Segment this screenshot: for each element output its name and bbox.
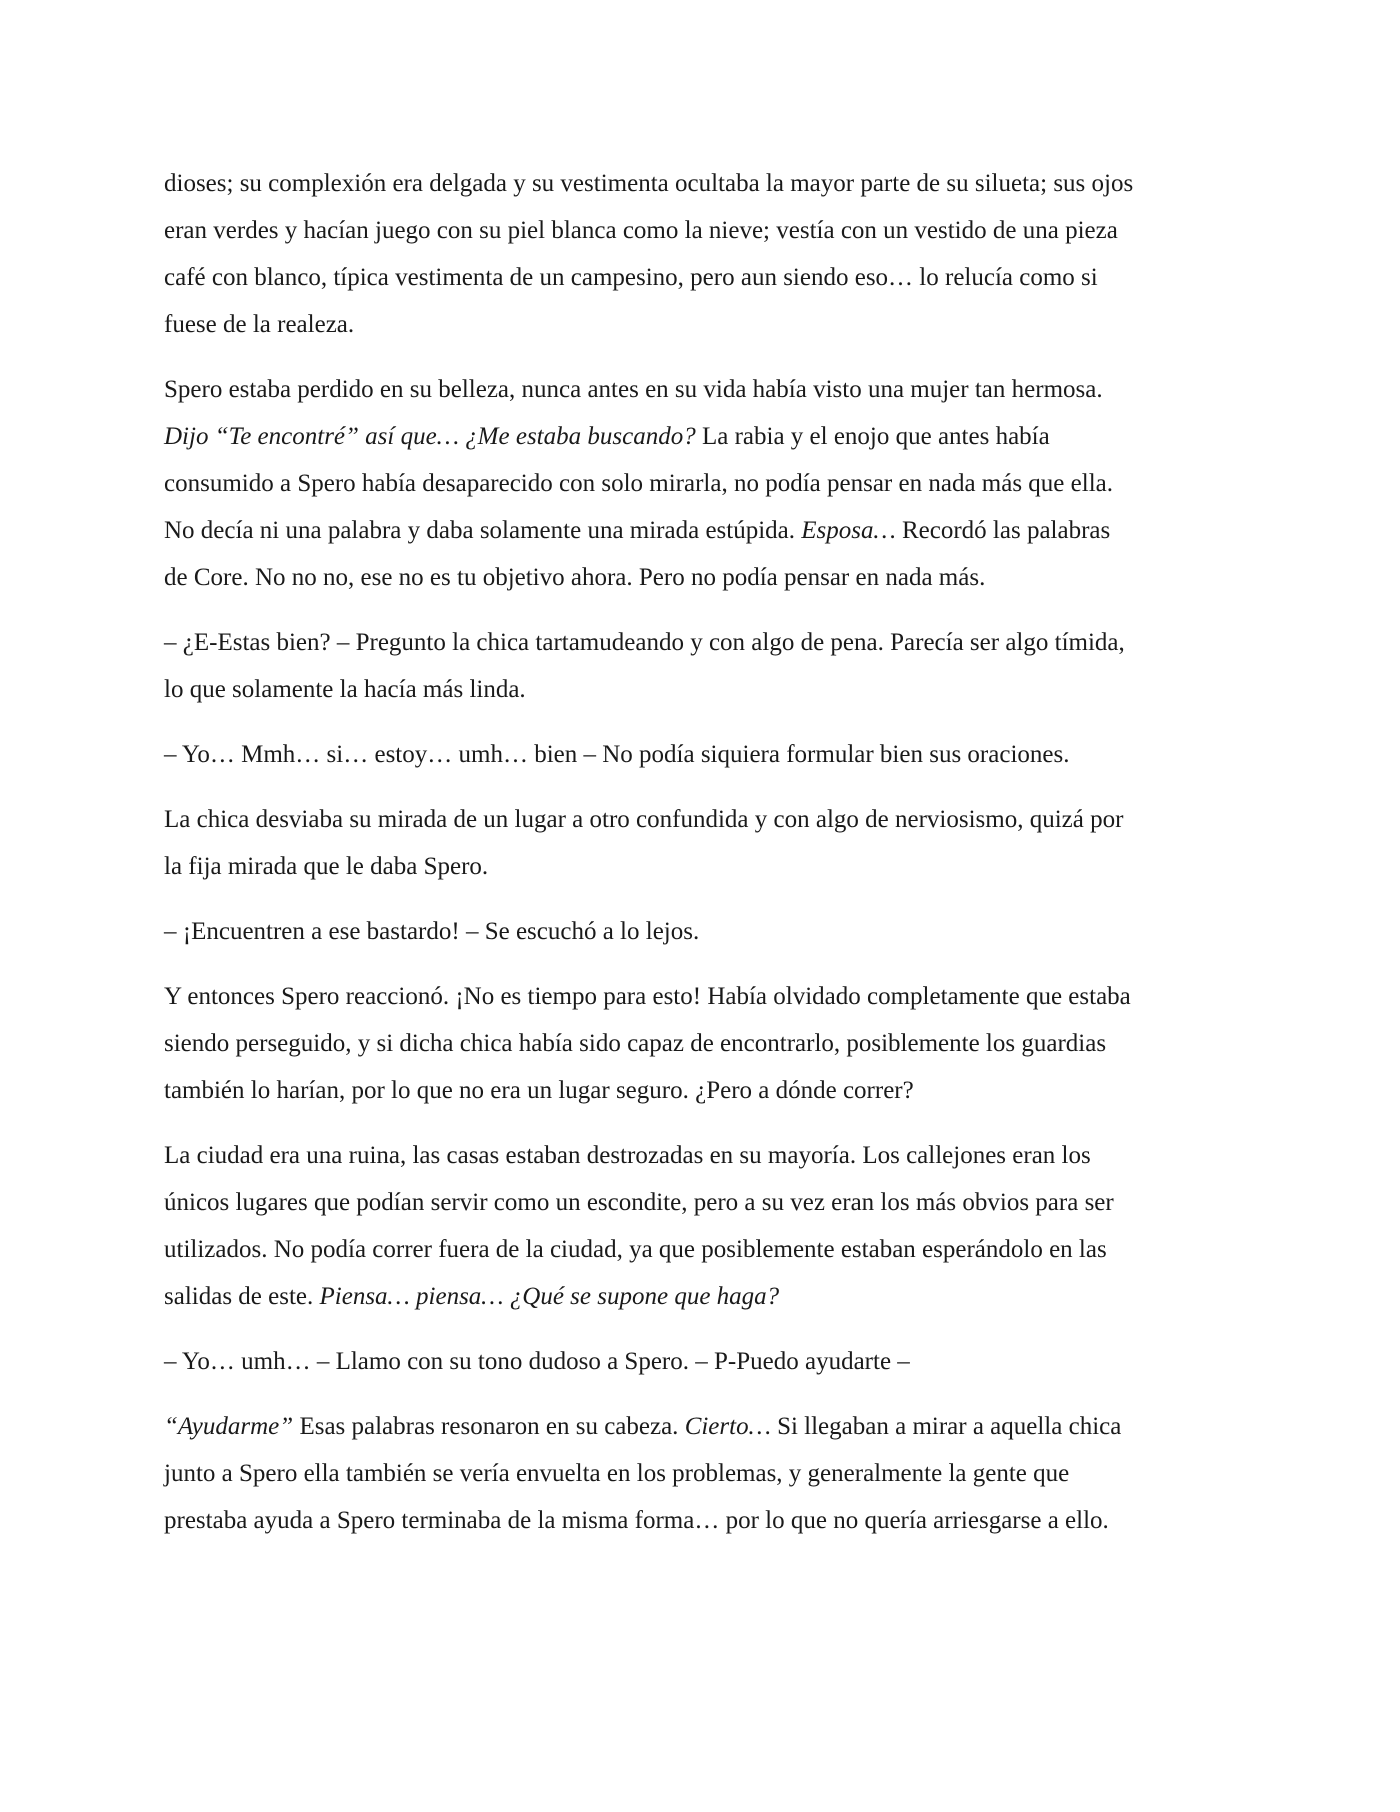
paragraph bbox=[164, 1132, 1242, 1320]
text-run: de Core. No no no, ese no es tu objetivo ahora. Pero no podía pensar en nada más. bbox=[164, 564, 986, 591]
text-run: también lo harían, por lo que no era un lugar seguro. ¿Pero a dónde correr? bbox=[164, 1077, 914, 1104]
paragraph bbox=[164, 1403, 1242, 1544]
italic-text: Piensa… piensa… ¿Qué se supone que haga? bbox=[319, 1283, 780, 1310]
paragraph bbox=[164, 160, 1242, 348]
italic-text: Cierto… bbox=[684, 1413, 771, 1440]
text-run: Esas palabras resonaron en su cabeza. bbox=[293, 1413, 685, 1440]
text-run: Y entonces Spero reaccionó. ¡No es tiempo para esto! Había olvidado completamente que estaba bbox=[164, 983, 1131, 1010]
text-line bbox=[164, 1020, 1242, 1067]
text-line bbox=[164, 301, 1242, 348]
paragraph bbox=[164, 973, 1242, 1114]
paragraph bbox=[164, 1338, 1242, 1385]
text-line bbox=[164, 413, 1242, 460]
text-line bbox=[164, 1067, 1242, 1114]
text-line bbox=[164, 1403, 1242, 1450]
text-run: – Yo… umh… – Llamo con su tono dudoso a Spero. – P-Puedo ayudarte – bbox=[164, 1348, 910, 1375]
paragraph bbox=[164, 908, 1242, 955]
text-run: la fija mirada que le daba Spero. bbox=[164, 853, 489, 880]
text-line bbox=[164, 1273, 1242, 1320]
text-run: Si llegaban a mirar a aquella chica bbox=[770, 1413, 1122, 1440]
text-run: La chica desviaba su mirada de un lugar a otro confundida y con algo de nerviosismo, quizá por bbox=[164, 806, 1124, 833]
text-run: fuese de la realeza. bbox=[164, 311, 355, 338]
text-line bbox=[164, 1497, 1242, 1544]
text-line bbox=[164, 843, 1242, 890]
text-run: salidas de este. bbox=[164, 1283, 320, 1310]
text-line bbox=[164, 1338, 1242, 1385]
text-line bbox=[164, 1179, 1242, 1226]
text-line bbox=[164, 207, 1242, 254]
text-run: utilizados. No podía correr fuera de la ciudad, ya que posiblemente estaban esperándolo en las bbox=[164, 1236, 1107, 1263]
text-run: Spero estaba perdido en su belleza, nunca antes en su vida había visto una mujer tan hermosa. bbox=[164, 376, 1103, 403]
text-line bbox=[164, 507, 1242, 554]
paragraph bbox=[164, 619, 1242, 713]
text-run: junto a Spero ella también se vería envuelta en los problemas, y generalmente la gente que bbox=[164, 1460, 1070, 1487]
text-line bbox=[164, 554, 1242, 601]
text-run: dioses; su complexión era delgada y su vestimenta ocultaba la mayor parte de su silueta; sus ojos bbox=[164, 170, 1134, 197]
text-run: eran verdes y hacían juego con su piel blanca como la nieve; vestía con un vestido de una pieza bbox=[164, 217, 1118, 244]
text-line bbox=[164, 1226, 1242, 1273]
text-run: consumido a Spero había desaparecido con solo mirarla, no podía pensar en nada más que ella. bbox=[164, 470, 1113, 497]
text-line bbox=[164, 1450, 1242, 1497]
italic-text: “Ayudarme” bbox=[164, 1413, 294, 1440]
document-page bbox=[164, 160, 1242, 1562]
text-run: No decía ni una palabra y daba solamente una mirada estúpida. bbox=[164, 517, 802, 544]
italic-text: Dijo “Te encontré” así que… ¿Me estaba buscando? bbox=[164, 423, 696, 450]
text-line bbox=[164, 160, 1242, 207]
text-run: lo que solamente la hacía más linda. bbox=[164, 676, 526, 703]
text-run: – Yo… Mmh… si… estoy… umh… bien – No podía siquiera formular bien sus oraciones. bbox=[164, 741, 1070, 768]
text-line bbox=[164, 908, 1242, 955]
paragraph bbox=[164, 731, 1242, 778]
text-line bbox=[164, 796, 1242, 843]
text-run: prestaba ayuda a Spero terminaba de la misma forma… por lo que no quería arriesgarse a ello. bbox=[164, 1507, 1109, 1534]
text-run: La ciudad era una ruina, las casas estaban destrozadas en su mayoría. Los callejones eran los bbox=[164, 1142, 1091, 1169]
text-line bbox=[164, 666, 1242, 713]
text-run: – ¿E-Estas bien? – Pregunto la chica tartamudeando y con algo de pena. Parecía ser algo tímida, bbox=[164, 629, 1125, 656]
text-run: La rabia y el enojo que antes había bbox=[695, 423, 1050, 450]
text-run: Recordó las palabras bbox=[895, 517, 1111, 544]
text-run: únicos lugares que podían servir como un escondite, pero a su vez eran los más obvios para ser bbox=[164, 1189, 1114, 1216]
text-line bbox=[164, 731, 1242, 778]
text-run: siendo perseguido, y si dicha chica había sido capaz de encontrarlo, posiblemente los guardias bbox=[164, 1030, 1107, 1057]
paragraph bbox=[164, 366, 1242, 601]
text-line bbox=[164, 366, 1242, 413]
text-line bbox=[164, 254, 1242, 301]
text-run: café con blanco, típica vestimenta de un campesino, pero aun siendo eso… lo relucía como si bbox=[164, 264, 1098, 291]
text-line bbox=[164, 460, 1242, 507]
italic-text: Esposa… bbox=[801, 517, 896, 544]
text-line bbox=[164, 973, 1242, 1020]
text-line bbox=[164, 619, 1242, 666]
text-run: – ¡Encuentren a ese bastardo! – Se escuchó a lo lejos. bbox=[164, 918, 700, 945]
paragraph bbox=[164, 796, 1242, 890]
text-line bbox=[164, 1132, 1242, 1179]
